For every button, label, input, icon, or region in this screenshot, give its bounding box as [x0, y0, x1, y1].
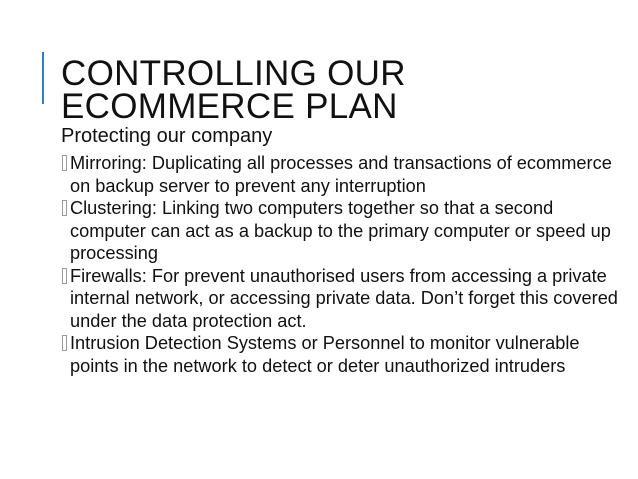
square-bullet-icon	[62, 200, 67, 216]
slide-subtitle: Protecting our company	[61, 125, 273, 147]
bullet-text: Mirroring: Duplicating all processes and transactions of ecommerce on backup server to prevent any interruption	[70, 153, 612, 196]
bullet-item-firewalls	[62, 265, 622, 333]
bullet-list	[62, 152, 622, 377]
slide-title-line-2: ECOMMERCE PLAN	[61, 87, 398, 126]
bullet-text: Clustering: Linking two computers together so that a second computer can act as a backup to the primary computer or speed up processing	[70, 198, 611, 263]
slide-title-line-1: CONTROLLING OUR	[61, 54, 406, 93]
title-accent-bar	[42, 52, 44, 104]
bullet-item-clustering	[62, 197, 622, 265]
square-bullet-icon	[62, 155, 67, 171]
slide-title	[61, 54, 621, 126]
bullet-text: Firewalls: For prevent unauthorised users from accessing a private internal network, or accessing private data. Don’t forget this covered under the data protection act.	[70, 265, 618, 331]
bullet-text: Intrusion Detection Systems or Personnel to monitor vulnerable points in the network to detect or deter unauthorized intruders	[70, 333, 580, 376]
bullet-item-intrusion-detection	[62, 332, 622, 377]
bullet-item-mirroring	[62, 152, 622, 197]
square-bullet-icon	[62, 335, 67, 351]
square-bullet-icon	[62, 268, 67, 284]
